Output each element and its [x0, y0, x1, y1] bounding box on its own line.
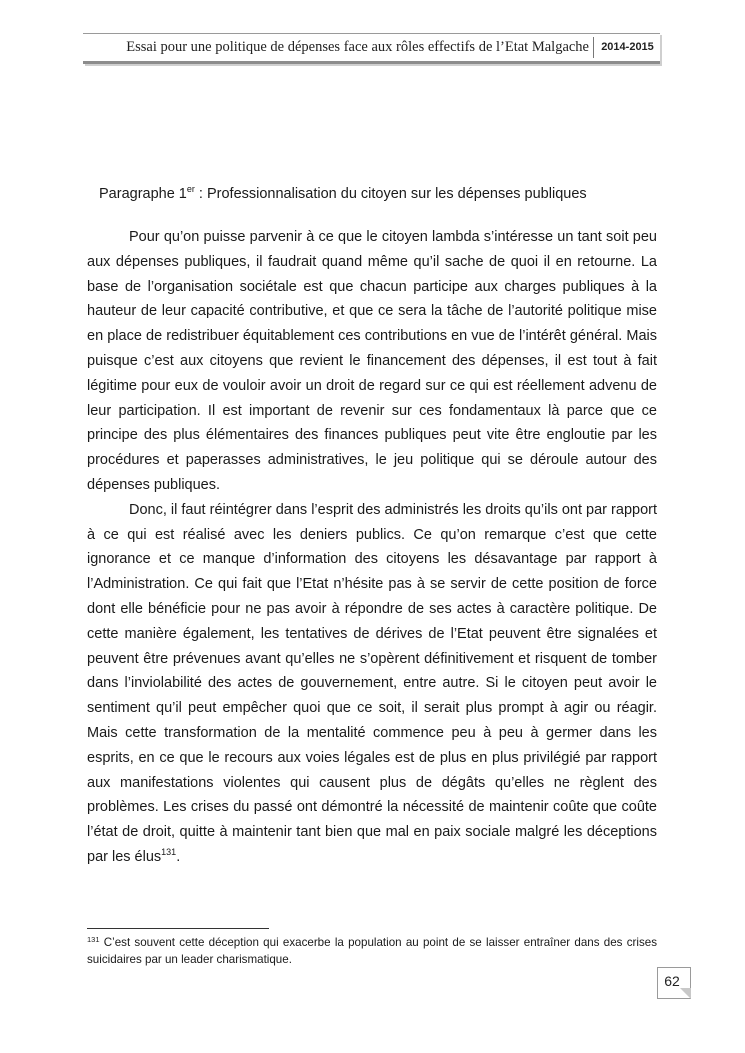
section-title	[99, 186, 587, 202]
page-number: 62	[664, 973, 680, 989]
body-paragraph-text: Donc, il faut réintégrer dans l’esprit des administrés les droits qu’ils ont par rapport à ce qui est réalisé avec les deniers publics. Ce qu’on remarque c’est que cette ignorance et ce manque d’information des citoyens les désavantage par rapport à l’Administration. Ce qui fait que l’Etat n’hésite pas à se servir de cette position de force dont elle bénéficie pour ne pas avoir à répondre de ses actes à caractère politique. De cette manière également, les tentatives de dérives de l’Etat peuvent être signalées et peuvent être prévenues avant qu’elles ne s’opèrent définitivement et risquent de tomber dans l’inviolabilité des actes de gouvernement, entre autre. Si le citoyen peut avoir le sentiment qu’il peut empêcher quoi que ce soit, il serait plus prompt à agir ou réagir. Mais cette transformation de la mentalité commence peu à peu à germer dans les esprits, en ce que le recours aux voies légales est de plus en plus privilégié par rapport aux manifestations violentes qui causent plus de dégâts qu’elles ne règlent des problèmes. Les crises du passé ont démontré la nécessité de maintenir coûte que coûte l’état de droit, quitte à maintenir tant bien que mal en paix sociale malgré les déceptions par les élus	[87, 501, 657, 865]
section-title-sup: er	[186, 184, 195, 194]
footnote-reference: 131	[161, 846, 177, 857]
header-divider	[593, 37, 594, 58]
page-header	[83, 33, 660, 64]
footnote-number: 131	[87, 935, 100, 944]
footnote-text: C’est souvent cette déception qui exacerbe la population au point de se laisser entraîner dans des crises suicidaires par un leader charismatique.	[87, 936, 657, 966]
section-title-prefix: Paragraphe 1	[99, 186, 187, 202]
header-year: 2014-2015	[601, 41, 654, 53]
body-text	[87, 225, 657, 870]
page-number-box	[657, 967, 691, 999]
header-title: Essai pour une politique de dépenses face aux rôles effectifs de l’Etat Malgache	[126, 39, 589, 55]
footnote	[87, 934, 657, 968]
body-paragraph: Pour qu’on puisse parvenir à ce que le citoyen lambda s’intéresse un tant soit peu aux dépenses publiques, il faudrait quand même qu’il sache de quoi il en retourne. La base de l’organisation sociétale est que chacun participe aux charges publiques à la hauteur de leur capacité contributive, et que ce sera la tâche de l’autorité politique mise en place de redistribuer équitablement ces contributions en vue de l’intérêt général. Mais puisque c’est aux citoyens que revient le financement des dépenses, il est tout à fait légitime pour eux de vouloir avoir un droit de regard sur ce qui est réellement advenu de leur participation. Il est important de revenir sur ces fondamentaux là parce que ce principe des plus élémentaires des finances publiques peut vite être engloutie par les procédures et paperasses administratives, le jeu politique qui se déroule autour des dépenses publiques.	[87, 229, 657, 493]
page-curl-icon	[680, 988, 691, 999]
body-paragraph-end: .	[176, 848, 181, 865]
body-paragraph	[87, 498, 657, 870]
section-title-rest: : Professionnalisation du citoyen sur les dépenses publiques	[194, 186, 587, 202]
footnote-separator	[87, 928, 269, 929]
